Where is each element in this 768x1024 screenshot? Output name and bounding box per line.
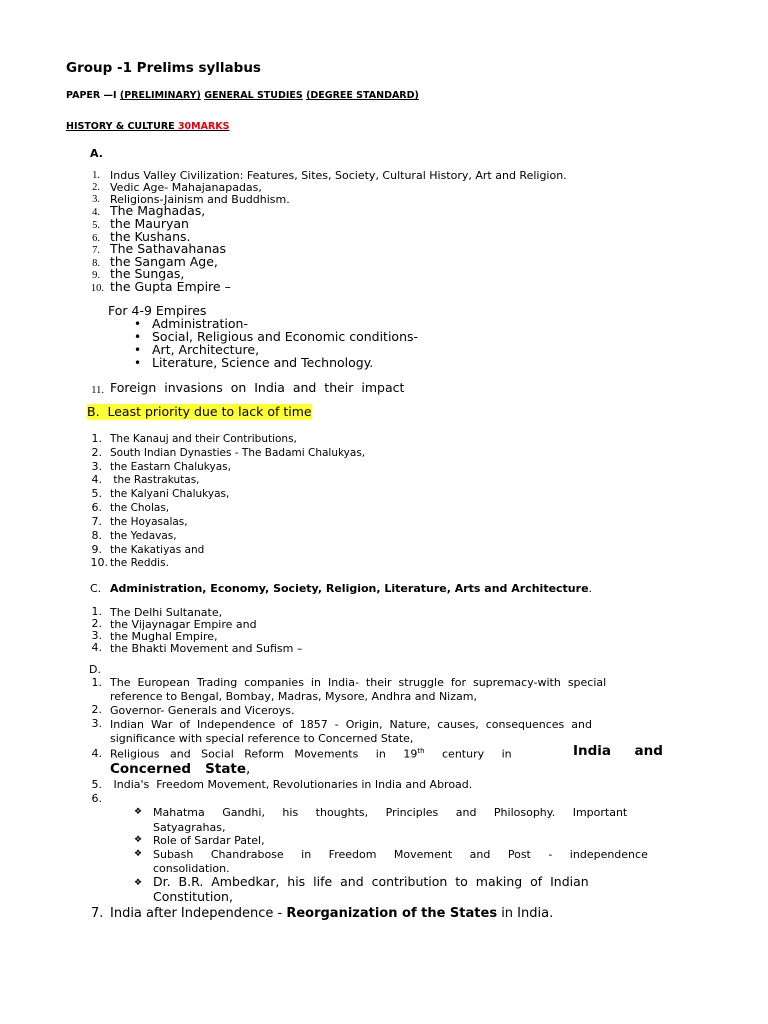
list-number: 10. [90,556,108,569]
list-item: The Maghadas, [110,203,206,218]
list-item: Governor- Generals and Viceroys. [110,704,295,717]
list-item-line: consolidation. [153,862,230,875]
section-c-letter: C. [90,582,102,595]
paper-heading [66,91,419,101]
section-heading-history [66,122,229,132]
list-item: the Kushans. [110,229,191,244]
highlighted-text: B. Least priority due to lack of time [87,404,312,419]
list-number: 2. [91,446,102,459]
list-item-line: Indian War of Independence of 1857 - Origin, Nature, causes, consequences and [110,718,592,731]
bold-text: Reorganization of the States [286,906,498,921]
list-item: Art, Architecture, [152,342,260,357]
list-item: The Delhi Sultanate, [110,606,223,619]
list-number: 4. [91,747,102,760]
document-title: Group -1 Prelims syllabus [66,60,261,76]
list-number: 1. [91,432,102,445]
list-number: 6. [92,233,100,244]
list-number: 1. [91,605,102,618]
list-number: 2. [92,182,100,193]
section-c-heading-text: Administration, Economy, Society, Religion, Literature, Arts and Architecture [110,582,589,595]
empires-heading: For 4-9 Empires [108,303,207,318]
list-number: 8. [91,529,102,542]
list-number: 3. [91,717,102,730]
list-number: 3. [91,460,102,473]
list-item-line: significance with special reference to Concerned State, [110,732,414,745]
superscript: th [417,747,425,755]
list-number: 7. [91,906,104,921]
list-item: Social, Religious and Economic conditions- [152,329,419,344]
list-number: 5. [91,778,102,791]
list-item: the Mughal Empire, [110,630,218,643]
list-item: the Cholas, [110,502,170,514]
list-item-foreign-invasions: Foreign invasions on India and their impact [110,380,405,395]
list-number: 5. [91,487,102,500]
list-item: Literature, Science and Technology. [152,355,374,370]
list-item-line: Satyagrahas, [153,821,226,834]
list-item: the Rastrakutas, [110,474,200,486]
list-item: The Kanauj and their Contributions, [110,433,297,445]
list-item-reorganization [110,907,553,920]
list-item: Indus Valley Civilization: Features, Sites, Society, Cultural History, Art and Religion. [110,169,567,182]
paper-preliminary: (PRELIMINARY) [119,90,201,101]
list-item: Vedic Age- Mahajanapadas, [110,181,262,194]
bullet-icon: • [134,317,142,331]
list-number: 7. [91,515,102,528]
section-d-letter: D. [89,663,101,676]
list-number: 3. [92,194,100,205]
list-item: the Hoyasalas, [110,516,188,528]
section-a-letter: A. [90,147,103,160]
item-text: century in [424,747,512,761]
list-number: 3. [91,629,102,642]
list-item: the Kakatiyas and [110,544,205,556]
bullet-icon: • [134,330,142,344]
bullet-icon: • [134,343,142,357]
list-item-line: The European Trading companies in India- their struggle for supremacy-with special [110,676,607,689]
list-item: India's Freedom Movement, Revolutionaries in India and Abroad. [110,778,473,791]
list-item: the Gupta Empire – [110,279,231,294]
item-text: Religious and Social Reform Movements in 19 [110,747,418,761]
list-number: 7. [92,245,100,256]
paper-prefix: PAPER —I [66,90,117,101]
list-number: 10. [90,283,104,294]
paper-general-studies: GENERAL STUDIES [204,90,303,101]
bullet-icon: • [134,356,142,370]
list-number: 8. [92,258,100,269]
item-text: in India. [497,906,554,921]
list-number: 5. [92,220,100,231]
list-item: the Yedavas, [110,530,177,542]
list-number: 1. [91,676,102,689]
list-number: 4. [91,641,102,654]
list-number: 4. [91,473,102,486]
list-number: 1. [92,170,100,181]
list-number: 2. [91,703,102,716]
list-item: The Sathavahanas [110,241,227,256]
list-number: 4. [92,207,100,218]
list-item-line: Mahatma Gandhi, his thoughts, Principles and Philosophy. Important [153,806,628,819]
list-item: the Reddis. [110,557,169,569]
list-item: the Sungas, [110,266,185,281]
section-c-heading [110,583,592,594]
list-item: the Bhakti Movement and Sufism – [110,642,303,655]
section-c-heading-end: . [588,582,593,595]
bold-text: Concerned State [110,761,247,777]
list-number: 9. [91,543,102,556]
list-number: 6. [91,792,102,805]
list-item: the Vijaynagar Empire and [110,618,257,631]
list-item-line: Dr. B.R. Ambedkar, his life and contribution to making of Indian [153,874,589,889]
list-number: 6. [91,501,102,514]
list-item-line: Role of Sardar Patel, [153,834,265,847]
list-item-line: reference to Bengal, Bombay, Madras, Mysore, Andhra and Nizam, [110,690,477,703]
history-label: HISTORY & CULTURE [66,121,178,132]
item-text: India after Independence - [110,906,287,921]
list-item-line [110,763,250,777]
list-item: the Eastarn Chalukyas, [110,461,231,473]
list-item: the Sangam Age, [110,254,218,269]
diamond-bullet-icon: ❖ [134,835,143,845]
marks-label: 30MARKS [177,121,230,132]
list-number: 9. [92,270,100,281]
diamond-bullet-icon: ❖ [134,878,143,888]
bold-text: India and [573,743,663,759]
diamond-bullet-icon: ❖ [134,849,143,859]
list-item: Religions-Jainism and Buddhism. [110,193,290,206]
list-item-line [110,748,512,760]
list-number: 2. [91,617,102,630]
paper-degree-standard: (DEGREE STANDARD) [306,90,419,101]
list-item-line: Subash Chandrabose in Freedom Movement and Post - independence [153,848,648,861]
item-text: , [246,761,251,777]
list-item-line: Constitution, [153,889,233,904]
list-item: the Mauryan [110,216,189,231]
diamond-bullet-icon: ❖ [134,807,143,817]
list-item: South Indian Dynasties - The Badami Chalukyas, [110,447,366,459]
list-number: 11. [91,385,104,396]
list-item: Administration- [152,316,248,331]
list-item: the Kalyani Chalukyas, [110,488,230,500]
section-b-heading [87,406,312,419]
